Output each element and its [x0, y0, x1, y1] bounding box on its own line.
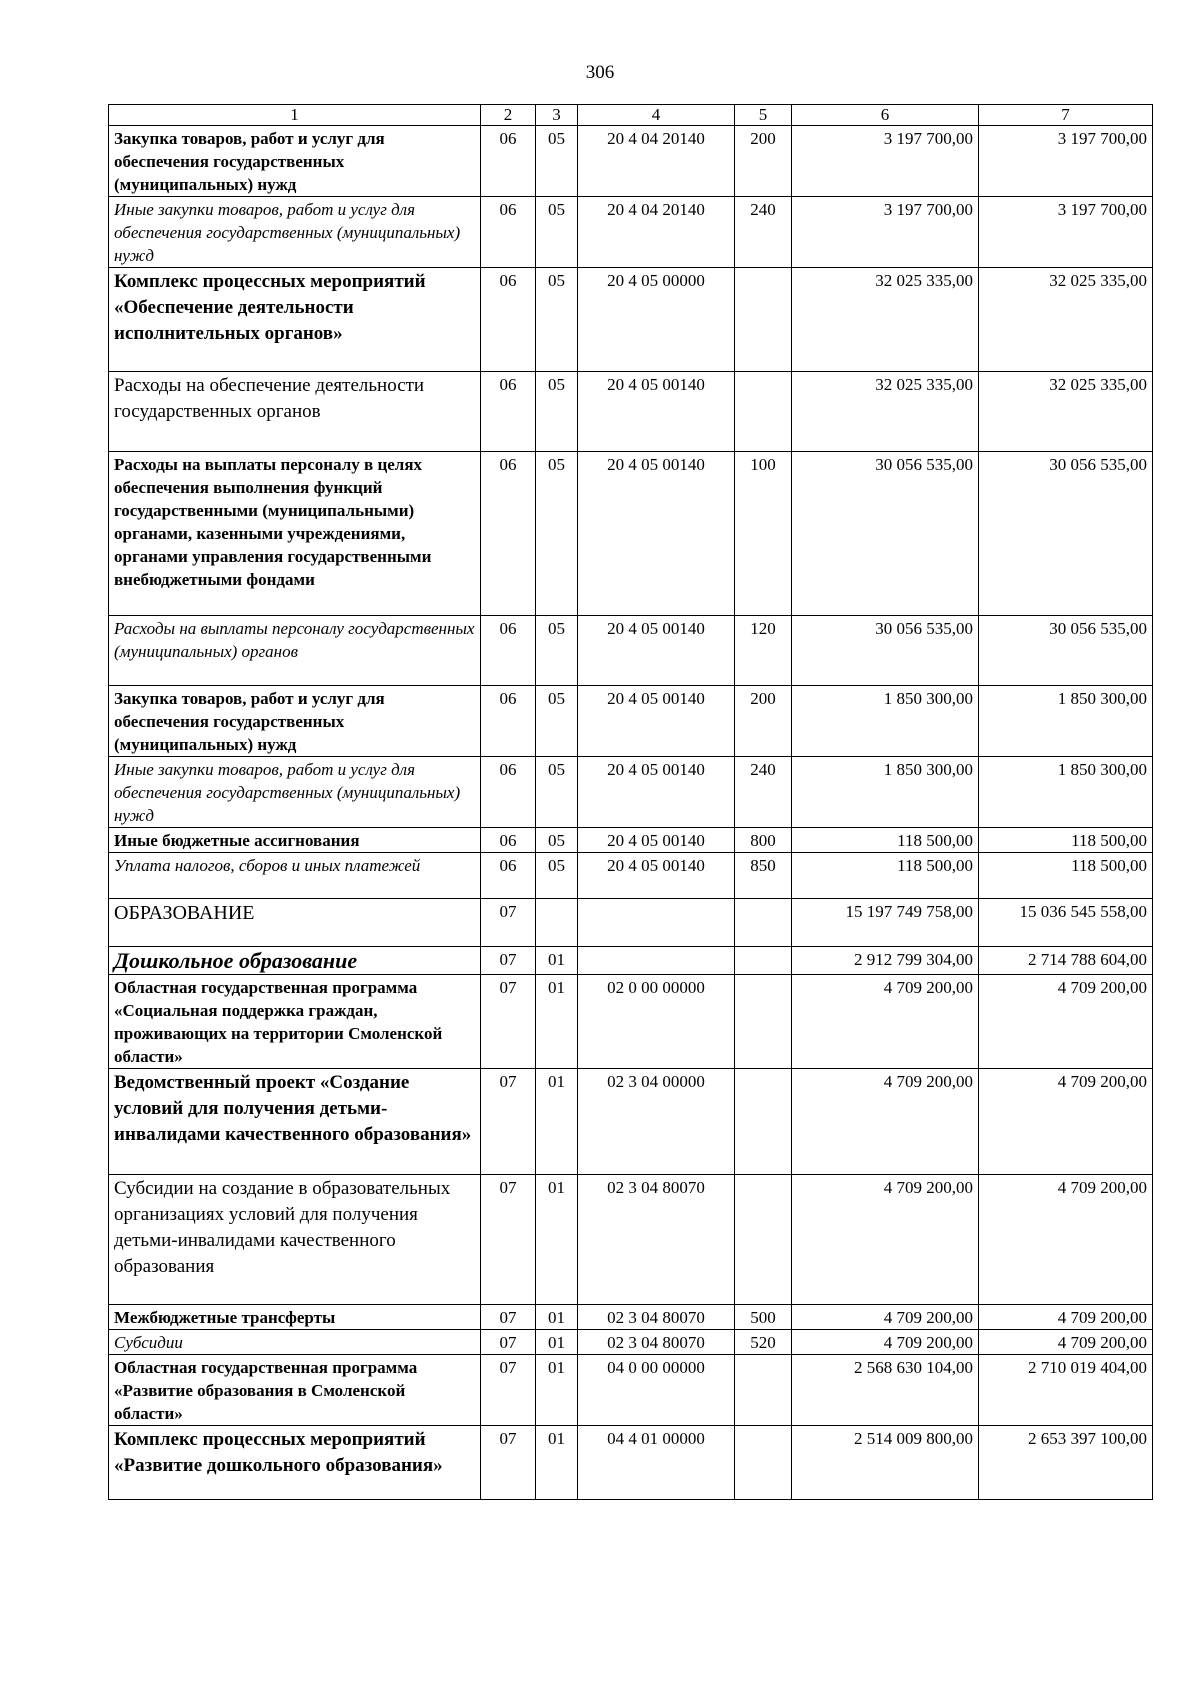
row-amount-1: 4 709 200,00 [792, 1069, 979, 1175]
table-row [109, 1330, 1153, 1355]
row-name: Комплекс процессных мероприятий «Развитие дошкольного образования» [109, 1426, 481, 1500]
row-name: Иные бюджетные ассигнования [109, 828, 481, 853]
row-amount-2: 30 056 535,00 [979, 616, 1153, 686]
row-expense-type [735, 1069, 792, 1175]
row-subsection: 05 [536, 197, 578, 268]
row-expense-type [735, 1175, 792, 1305]
table-row [109, 268, 1153, 372]
row-name: Иные закупки товаров, работ и услуг для обеспечения государственных (муниципальных) нужд [109, 757, 481, 828]
row-name: Областная государственная программа «Развитие образования в Смоленской области» [109, 1355, 481, 1426]
table-row [109, 828, 1153, 853]
row-expense-type [735, 268, 792, 372]
row-amount-2: 3 197 700,00 [979, 197, 1153, 268]
row-target-code: 20 4 05 00140 [578, 828, 735, 853]
row-target-code: 02 0 00 00000 [578, 975, 735, 1069]
row-expense-type: 800 [735, 828, 792, 853]
table-row [109, 616, 1153, 686]
row-amount-2: 4 709 200,00 [979, 1069, 1153, 1175]
row-amount-1: 118 500,00 [792, 828, 979, 853]
row-amount-2: 15 036 545 558,00 [979, 899, 1153, 947]
row-name: Расходы на обеспечение деятельности государственных органов [109, 372, 481, 452]
row-subsection: 01 [536, 1175, 578, 1305]
row-section: 06 [481, 757, 536, 828]
row-subsection: 05 [536, 452, 578, 616]
row-expense-type: 200 [735, 126, 792, 197]
row-section: 07 [481, 947, 536, 975]
row-expense-type [735, 975, 792, 1069]
row-target-code [578, 947, 735, 975]
row-name: Закупка товаров, работ и услуг для обеспечения государственных (муниципальных) нужд [109, 126, 481, 197]
row-target-code [578, 899, 735, 947]
row-target-code: 20 4 05 00140 [578, 452, 735, 616]
row-target-code: 20 4 05 00140 [578, 372, 735, 452]
row-expense-type [735, 1355, 792, 1426]
row-section: 07 [481, 1069, 536, 1175]
row-subsection: 05 [536, 828, 578, 853]
row-amount-1: 2 568 630 104,00 [792, 1355, 979, 1426]
row-subsection: 01 [536, 975, 578, 1069]
row-amount-1: 30 056 535,00 [792, 452, 979, 616]
row-target-code: 02 3 04 00000 [578, 1069, 735, 1175]
header-cell: 4 [578, 105, 735, 126]
header-cell: 3 [536, 105, 578, 126]
row-section: 07 [481, 1305, 536, 1330]
row-amount-1: 4 709 200,00 [792, 1330, 979, 1355]
row-section: 07 [481, 899, 536, 947]
row-amount-2: 32 025 335,00 [979, 372, 1153, 452]
table-row [109, 1305, 1153, 1330]
row-target-code: 04 4 01 00000 [578, 1426, 735, 1500]
budget-table [108, 104, 1153, 1500]
table-row [109, 452, 1153, 616]
row-amount-2: 118 500,00 [979, 828, 1153, 853]
row-amount-1: 4 709 200,00 [792, 1305, 979, 1330]
row-amount-1: 30 056 535,00 [792, 616, 979, 686]
row-subsection: 01 [536, 947, 578, 975]
row-name: Расходы на выплаты персоналу государственных (муниципальных) органов [109, 616, 481, 686]
row-amount-1: 3 197 700,00 [792, 126, 979, 197]
row-expense-type [735, 947, 792, 975]
row-expense-type: 240 [735, 757, 792, 828]
row-name: Субсидии [109, 1330, 481, 1355]
row-expense-type: 100 [735, 452, 792, 616]
row-section: 07 [481, 1175, 536, 1305]
row-subsection: 05 [536, 853, 578, 899]
row-amount-1: 1 850 300,00 [792, 686, 979, 757]
row-amount-1: 1 850 300,00 [792, 757, 979, 828]
table-row [109, 372, 1153, 452]
row-amount-2: 118 500,00 [979, 853, 1153, 899]
row-section: 06 [481, 372, 536, 452]
row-amount-1: 32 025 335,00 [792, 268, 979, 372]
table-row [109, 1355, 1153, 1426]
row-subsection: 05 [536, 686, 578, 757]
row-section: 06 [481, 197, 536, 268]
header-cell: 6 [792, 105, 979, 126]
row-amount-2: 32 025 335,00 [979, 268, 1153, 372]
row-name: Комплекс процессных мероприятий «Обеспечение деятельности исполнительных органов» [109, 268, 481, 372]
row-subsection: 01 [536, 1355, 578, 1426]
row-subsection: 01 [536, 1069, 578, 1175]
row-amount-2: 2 714 788 604,00 [979, 947, 1153, 975]
row-expense-type [735, 1426, 792, 1500]
table-row [109, 686, 1153, 757]
row-section: 06 [481, 268, 536, 372]
row-subsection: 01 [536, 1426, 578, 1500]
row-name: Ведомственный проект «Создание условий для получения детьми-инвалидами качественного образования» [109, 1069, 481, 1175]
row-name: Межбюджетные трансферты [109, 1305, 481, 1330]
row-subsection: 05 [536, 757, 578, 828]
row-amount-2: 1 850 300,00 [979, 686, 1153, 757]
row-section: 06 [481, 616, 536, 686]
row-amount-1: 118 500,00 [792, 853, 979, 899]
row-target-code: 20 4 05 00140 [578, 686, 735, 757]
row-amount-2: 2 653 397 100,00 [979, 1426, 1153, 1500]
row-name: Уплата налогов, сборов и иных платежей [109, 853, 481, 899]
row-amount-2: 4 709 200,00 [979, 1175, 1153, 1305]
row-section: 06 [481, 126, 536, 197]
row-expense-type [735, 372, 792, 452]
row-subsection: 05 [536, 126, 578, 197]
row-amount-1: 15 197 749 758,00 [792, 899, 979, 947]
row-amount-2: 4 709 200,00 [979, 1305, 1153, 1330]
row-section: 07 [481, 975, 536, 1069]
row-section: 06 [481, 452, 536, 616]
row-amount-2: 30 056 535,00 [979, 452, 1153, 616]
header-cell: 7 [979, 105, 1153, 126]
row-amount-2: 1 850 300,00 [979, 757, 1153, 828]
row-target-code: 04 0 00 00000 [578, 1355, 735, 1426]
header-cell: 5 [735, 105, 792, 126]
row-section: 06 [481, 853, 536, 899]
row-amount-1: 3 197 700,00 [792, 197, 979, 268]
row-target-code: 02 3 04 80070 [578, 1330, 735, 1355]
row-target-code: 02 3 04 80070 [578, 1305, 735, 1330]
table-row [109, 947, 1153, 975]
row-target-code: 20 4 05 00140 [578, 853, 735, 899]
row-expense-type [735, 899, 792, 947]
row-section: 07 [481, 1330, 536, 1355]
row-expense-type: 500 [735, 1305, 792, 1330]
row-expense-type: 240 [735, 197, 792, 268]
row-target-code: 20 4 05 00140 [578, 616, 735, 686]
row-name: Областная государственная программа «Социальная поддержка граждан, проживающих на территории Смоленской области» [109, 975, 481, 1069]
table-row [109, 1175, 1153, 1305]
row-target-code: 20 4 05 00000 [578, 268, 735, 372]
row-expense-type: 850 [735, 853, 792, 899]
row-amount-2: 4 709 200,00 [979, 975, 1153, 1069]
row-expense-type: 520 [735, 1330, 792, 1355]
table-row [109, 975, 1153, 1069]
table-row [109, 899, 1153, 947]
row-subsection: 05 [536, 268, 578, 372]
row-target-code: 20 4 04 20140 [578, 126, 735, 197]
row-amount-1: 4 709 200,00 [792, 975, 979, 1069]
row-target-code: 20 4 04 20140 [578, 197, 735, 268]
table-row [109, 197, 1153, 268]
table-row [109, 1426, 1153, 1500]
row-amount-1: 4 709 200,00 [792, 1175, 979, 1305]
header-cell: 2 [481, 105, 536, 126]
row-subsection [536, 899, 578, 947]
row-amount-2: 2 710 019 404,00 [979, 1355, 1153, 1426]
page-number: 306 [585, 62, 615, 83]
row-subsection: 05 [536, 372, 578, 452]
row-amount-2: 4 709 200,00 [979, 1330, 1153, 1355]
table-row [109, 1069, 1153, 1175]
row-section: 07 [481, 1426, 536, 1500]
row-name: Иные закупки товаров, работ и услуг для обеспечения государственных (муниципальных) нужд [109, 197, 481, 268]
header-cell: 1 [109, 105, 481, 126]
row-name: Субсидии на создание в образовательных организациях условий для получения детьми-инвалидами качественного образования [109, 1175, 481, 1305]
row-amount-2: 3 197 700,00 [979, 126, 1153, 197]
row-section: 06 [481, 828, 536, 853]
row-amount-1: 32 025 335,00 [792, 372, 979, 452]
table-row [109, 757, 1153, 828]
row-expense-type: 200 [735, 686, 792, 757]
row-target-code: 02 3 04 80070 [578, 1175, 735, 1305]
row-name: Дошкольное образование [109, 947, 481, 975]
row-expense-type: 120 [735, 616, 792, 686]
table-row [109, 853, 1153, 899]
row-amount-1: 2 514 009 800,00 [792, 1426, 979, 1500]
row-section: 06 [481, 686, 536, 757]
table-row [109, 126, 1153, 197]
row-name: Закупка товаров, работ и услуг для обеспечения государственных (муниципальных) нужд [109, 686, 481, 757]
row-subsection: 01 [536, 1305, 578, 1330]
row-amount-1: 2 912 799 304,00 [792, 947, 979, 975]
row-name: Расходы на выплаты персоналу в целях обеспечения выполнения функций государственными (муниципальными) органами, казенными учреждениями, органами управления государственными внебюджетными фондами [109, 452, 481, 616]
row-target-code: 20 4 05 00140 [578, 757, 735, 828]
table-header-row [109, 105, 1153, 126]
row-section: 07 [481, 1355, 536, 1426]
row-name: ОБРАЗОВАНИЕ [109, 899, 481, 947]
row-subsection: 01 [536, 1330, 578, 1355]
row-subsection: 05 [536, 616, 578, 686]
